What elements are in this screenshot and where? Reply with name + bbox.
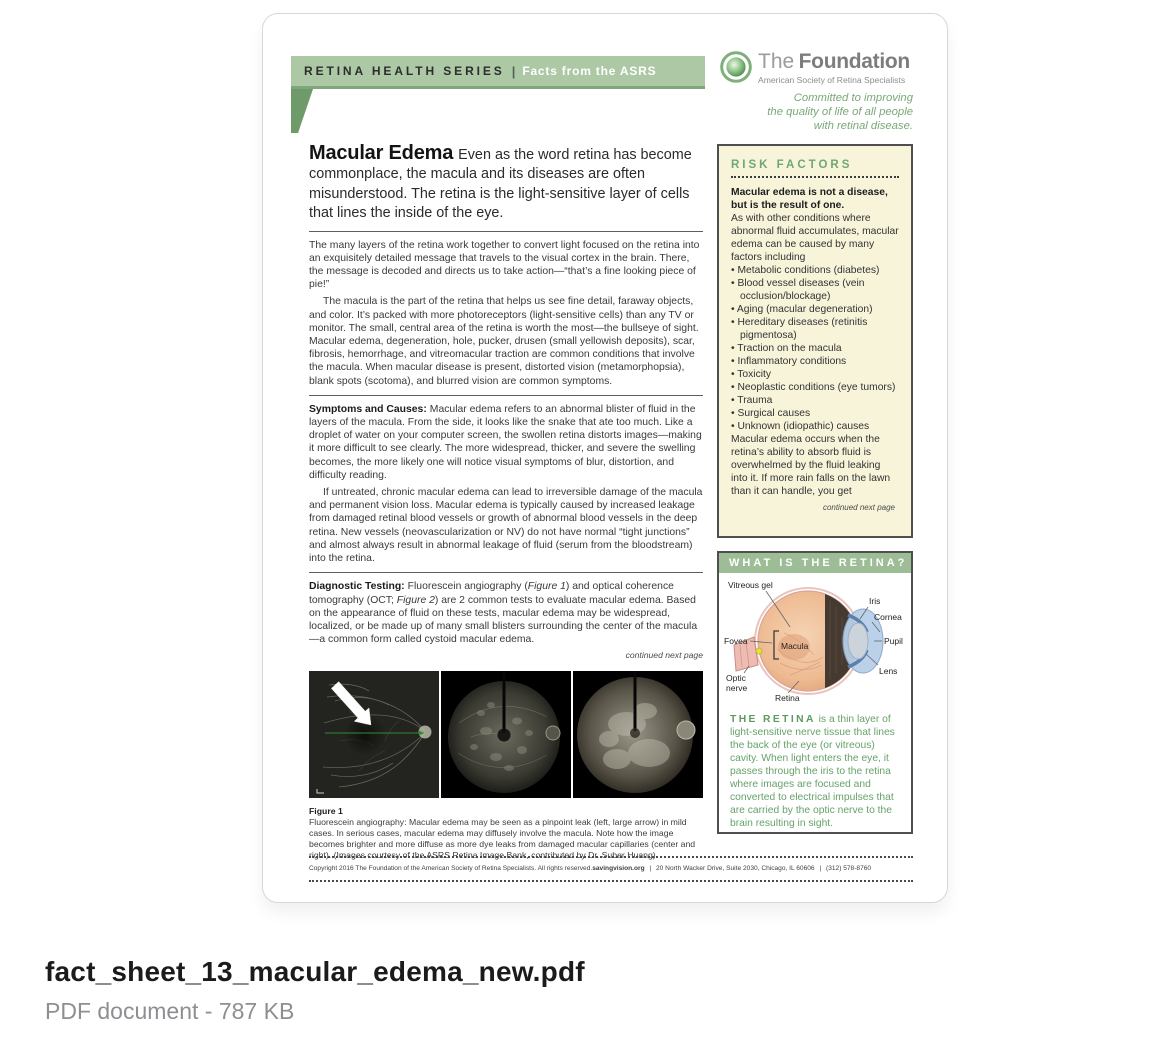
- file-meta: PDF document - 787 KB: [45, 998, 295, 1024]
- foundation-target-icon: [719, 50, 753, 84]
- risk-factor-list: [731, 264, 899, 433]
- risk-factor-item: • Surgical causes: [731, 407, 899, 420]
- footer-phone: (312) 578-8760: [826, 865, 872, 872]
- risk-continued-note: continued next page: [822, 503, 895, 512]
- banner-divider: |: [511, 63, 516, 79]
- risk-factor-item: • Blood vessel diseases (vein occlusion/blockage): [731, 277, 899, 303]
- svg-text:nerve: nerve: [726, 683, 748, 693]
- retina-box-title: WHAT IS THE RETINA?: [719, 553, 911, 573]
- logo-name: The Foundation: [758, 50, 910, 73]
- angiogram-center-diffuse: [441, 671, 571, 798]
- section-divider: [309, 231, 703, 232]
- symptoms-paragraph-2: If untreated, chronic macular edema can lead to irreversible damage of the macula and permanent vision loss. Macular edema is typically caused by increased leakage from damaged retinal blood vessels or growth of abnormal blood vessels in the deep retina. New vessels (neovascularization or NV) do not have normal “tight junctions” and almost always result in abnormal leakage of fluid (serum from the bloodstream) into the retina.: [309, 487, 703, 565]
- retina-description: THE RETINA is a thin layer of light-sensitive nerve tissue that lines the back of the eye (or vitreous) cavity. When light enters the eye, it passes through the iris to the retina where images are focused and converted to electrical impulses that are carried by the optic nerve to the brain resulting in sight.: [730, 714, 895, 829]
- eye-label-retina: Retina: [775, 693, 800, 703]
- footer-address: 20 North Wacker Drive, Suite 2030, Chicago, IL 60606: [656, 865, 815, 872]
- angiogram-left-pinpoint-leak: [309, 671, 439, 798]
- logo-tagline: Committed to improving the quality of life of all people with retinal disease.: [767, 92, 913, 132]
- risk-factor-item: • Hereditary diseases (retinitis pigmentosa): [731, 316, 899, 342]
- section-divider: [309, 395, 703, 396]
- eye-label-iris: Iris: [869, 596, 881, 606]
- risk-factor-item: • Aging (macular degeneration): [731, 303, 899, 316]
- eye-label-optic-nerve: Optic: [726, 673, 746, 683]
- banner-series-title: RETINA HEALTH SERIES: [304, 64, 505, 78]
- risk-factor-item: • Metabolic conditions (diabetes): [731, 264, 899, 277]
- eye-label-cornea: Cornea: [874, 612, 902, 622]
- risk-lead-bold: Macular edema is not a disease, but is the result of one.: [731, 187, 888, 211]
- figure-1-reference: Figure 1: [527, 581, 566, 593]
- eye-label-macula: Macula: [781, 641, 809, 651]
- retina-health-banner: [291, 56, 705, 89]
- paragraph-retina-layers: The many layers of the retina work together to convert light focused on the retina into an exquisitely detailed message that travels to the visual cortex in the brain. There, the message is decoded and directs us to take action—“that’s a fine looking piece of pie!”: [309, 239, 700, 291]
- article-intro: Macular Edema Even as the word retina has become commonplace, the macula and its diseases are often misunderstood. The retina is the light-sensitive layer of cells that lines the inside of the eye.: [309, 142, 692, 222]
- pdf-preview-card[interactable]: [262, 13, 948, 903]
- risk-factor-item: • Inflammatory conditions: [731, 355, 899, 368]
- risk-factor-item: • Traction on the macula: [731, 342, 899, 355]
- figure-label: Figure 1: [309, 806, 343, 817]
- symptoms-heading: Symptoms and Causes:: [309, 403, 427, 415]
- symptoms-section: Symptoms and Causes: Macular edema refers to an abnormal blister of fluid in the layers of the macula. From the side, it looks like the snake that ate too much. Like a droplet of water on your computer screen, the swollen retina distorts images—making it more difficult to see clearly. The more widespread, thicker, and severe the swelling becomes, the more likely one will notice visual symptoms of blur, distortion, and difficulty reading.: [309, 403, 702, 481]
- risk-factor-item: • Toxicity: [731, 368, 899, 381]
- banner-subtitle: Facts from the ASRS: [522, 64, 657, 78]
- risk-factors-box: [717, 144, 913, 538]
- risk-lead-text: As with other conditions where abnormal fluid accumulates, macular edema can be caused by many factors including: [731, 213, 899, 263]
- foundation-logo: [719, 50, 913, 133]
- paragraph-macula: The macula is the part of the retina that helps us see fine detail, faraway objects, and color. It’s packed with more photoreceptors (light-sensitive cells) than any TV or monitor. The small, central area of the retina is worth the most—the bullseye of sight. Macular edema, degeneration, hole, pucker, drusen (small yellowish deposits), scar, fibrosis, hemorrhage, and vitreomacular traction are common conditions that involve the macula. When macular disease is present, distorted vision (metamorphopsia), blank spots (scotoma), and blurred vision are common symptoms.: [309, 296, 699, 387]
- risk-factors-title: RISK FACTORS: [731, 159, 853, 171]
- file-attachment-info: [45, 956, 585, 1025]
- sidebar: [717, 144, 913, 834]
- continued-note: continued next page: [625, 650, 703, 661]
- risk-factor-item: • Neoplastic conditions (eye tumors): [731, 381, 899, 394]
- figure-1-images: [309, 671, 703, 798]
- article-column: [309, 144, 703, 870]
- dotted-divider: [731, 176, 899, 178]
- page-footer: Copyright 2016 The Foundation of the American Society of Retina Specialists. All rights reserved.savingvision.org | 20 North Wacker Drive, Suite 2030, Chicago, IL 60606 | (312) 578-8760: [309, 856, 913, 882]
- eye-label-pupil: Pupil: [884, 636, 903, 646]
- logo-org-line: American Society of Retina Specialists: [758, 75, 906, 85]
- figure-2-reference: Figure 2: [396, 594, 435, 606]
- footer-site-link: savingvision.org: [592, 865, 645, 872]
- what-is-retina-box: [717, 551, 913, 834]
- article-title: Macular Edema: [309, 142, 454, 164]
- diagnostic-heading: Diagnostic Testing:: [309, 581, 405, 593]
- figure-caption: Figure 1 Fluorescein angiography: Macular edema may be seen as a pinpoint leak (left, large arrow) in mild cases. In serious cases, macular edema may diffusely involve the macula. Note how the image becomes brighter and more diffuse as more dye leaks from damaged macular capillaries (center and right). (Images courtesy of the ASRS Retina Image Bank, contributed by Dr. Suber Huang): [309, 806, 703, 861]
- eye-label-lens: Lens: [879, 666, 898, 676]
- eye-diagram: [721, 575, 909, 703]
- risk-factor-item: • Trauma: [731, 394, 899, 407]
- risk-factor-item: • Unknown (idiopathic) causes: [731, 420, 899, 433]
- diagnostic-section: Diagnostic Testing: Fluorescein angiography (Figure 1) and optical coherence tomography (OCT; Figure 2) are 2 common tests to evaluate macular edema. Based on the appearance of fluid on these tests, macular edema may be widespread, localized, or be made up of many small blisters surrounding the center of the macula—a common form called cystoid macular edema.: [309, 581, 698, 646]
- eye-label-vitreous-gel: Vitreous gel: [728, 580, 773, 590]
- file-name[interactable]: fact_sheet_13_macular_edema_new.pdf: [45, 956, 585, 987]
- section-divider: [309, 572, 703, 573]
- angiogram-right-severe: [573, 671, 703, 798]
- footer-copyright: Copyright 2016 The Foundation of the American Society of Retina Specialists. All rights reserved.: [309, 865, 593, 872]
- risk-closing-text: Macular edema occurs when the retina’s ability to absorb fluid is overwhelmed by the fluid leaking into it. If more rain falls on the lawn than it can handle, you get: [731, 434, 891, 497]
- banner-ribbon-fold: [291, 89, 313, 133]
- eye-label-fovea: Fovea: [724, 636, 748, 646]
